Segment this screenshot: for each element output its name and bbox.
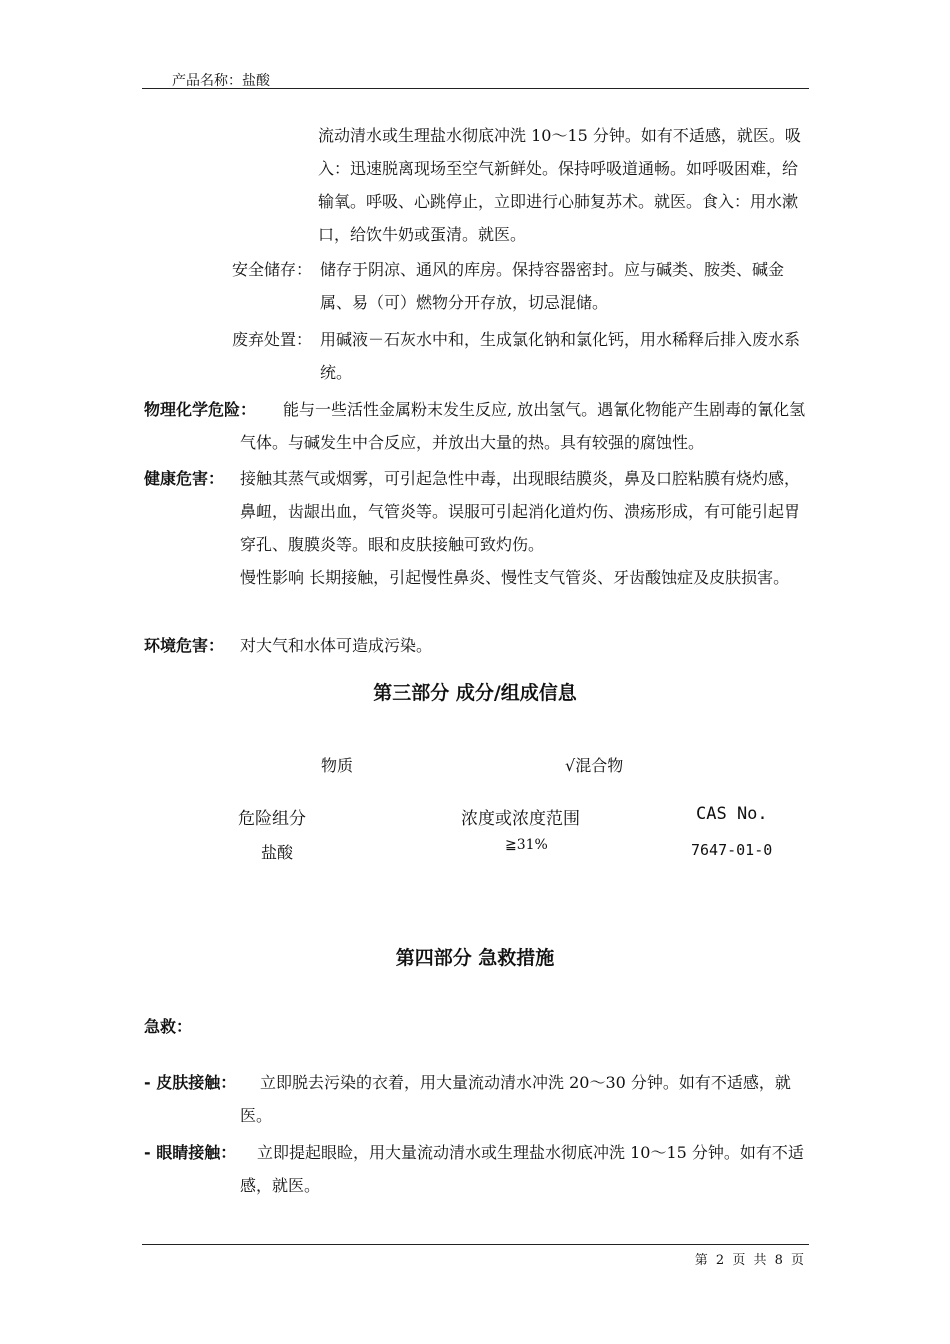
- table-cell-cas: 7647-01-0: [691, 841, 773, 859]
- mixture-label: √混合物: [565, 756, 624, 775]
- physchem-text: 能与一些活性金属粉末发生反应, 放出氢气。遇氰化物能产生剧毒的氰化氢气体。与碱发生中合反应，并放出大量的热。具有较强的腐蚀性。: [240, 400, 806, 452]
- table-cell-component: 盐酸: [261, 843, 294, 862]
- eye-contact-text: 立即提起眼睑，用大量流动清水或生理盐水彻底冲洗 10～15 分钟。如有不适感，就医。: [240, 1143, 804, 1195]
- table-header-concentration: 浓度或浓度范围: [461, 809, 580, 829]
- section4-title: 第四部分 急救措施: [395, 947, 555, 969]
- storage-label: 安全储存：: [232, 260, 313, 279]
- first-aid-label: 急救：: [144, 1017, 193, 1036]
- eye-contact-label: - 眼睛接触：: [144, 1143, 237, 1162]
- storage-text: 储存于阴凉、通风的库房。保持容器密封。应与碱类、胺类、碱金属、易（可）燃物分开存放，切忌混储。: [320, 260, 785, 312]
- health-chronic-text: 慢性影响 长期接触，引起慢性鼻炎、慢性支气管炎、牙齿酸蚀症及皮肤损害。: [240, 568, 790, 587]
- disposal-text: 用碱液－石灰水中和，生成氯化钠和氯化钙，用水稀释后排入废水系统。: [320, 330, 801, 382]
- footer-rule: [142, 1244, 809, 1245]
- physchem-label: 物理化学危险：: [144, 400, 257, 419]
- table-header-cas: CAS No.: [696, 804, 768, 824]
- page-number: 第 2 页 共 8 页: [694, 1253, 804, 1268]
- env-text: 对大气和水体可造成污染。: [240, 636, 433, 655]
- health-label: 健康危害：: [144, 469, 225, 488]
- disposal-label: 废弃处置：: [232, 330, 313, 349]
- env-label: 环境危害：: [144, 636, 225, 655]
- first-aid-continuation: 流动清水或生理盐水彻底冲洗 10～15 分钟。如有不适感，就医。吸入：迅速脱离现场至空气新鲜处。保持呼吸道通畅。如呼吸困难，给输氧。呼吸、心跳停止，立即进行心肺复苏术。就医。食入：用水漱口，给饮牛奶或蛋清。就医。: [318, 126, 801, 244]
- table-cell-concentration: ≧31%: [505, 837, 548, 853]
- header-product-name: 产品名称：盐酸: [172, 73, 270, 89]
- table-header-component: 危险组分: [238, 809, 306, 829]
- section3-title: 第三部分 成分/组成信息: [373, 682, 577, 704]
- health-text: 接触其蒸气或烟雾，可引起急性中毒，出现眼结膜炎，鼻及口腔粘膜有烧灼感，鼻衄，齿龈出血，气管炎等。误服可引起消化道灼伤、溃疡形成，有可能引起胃穿孔、腹膜炎等。眼和皮肤接触可致灼伤。: [240, 469, 801, 554]
- header-rule: [142, 88, 809, 89]
- skin-contact-label: - 皮肤接触：: [144, 1073, 237, 1092]
- skin-contact-text: 立即脱去污染的衣着，用大量流动清水冲洗 20～30 分钟。如有不适感，就医。: [240, 1073, 791, 1125]
- substance-label: 物质: [321, 756, 354, 775]
